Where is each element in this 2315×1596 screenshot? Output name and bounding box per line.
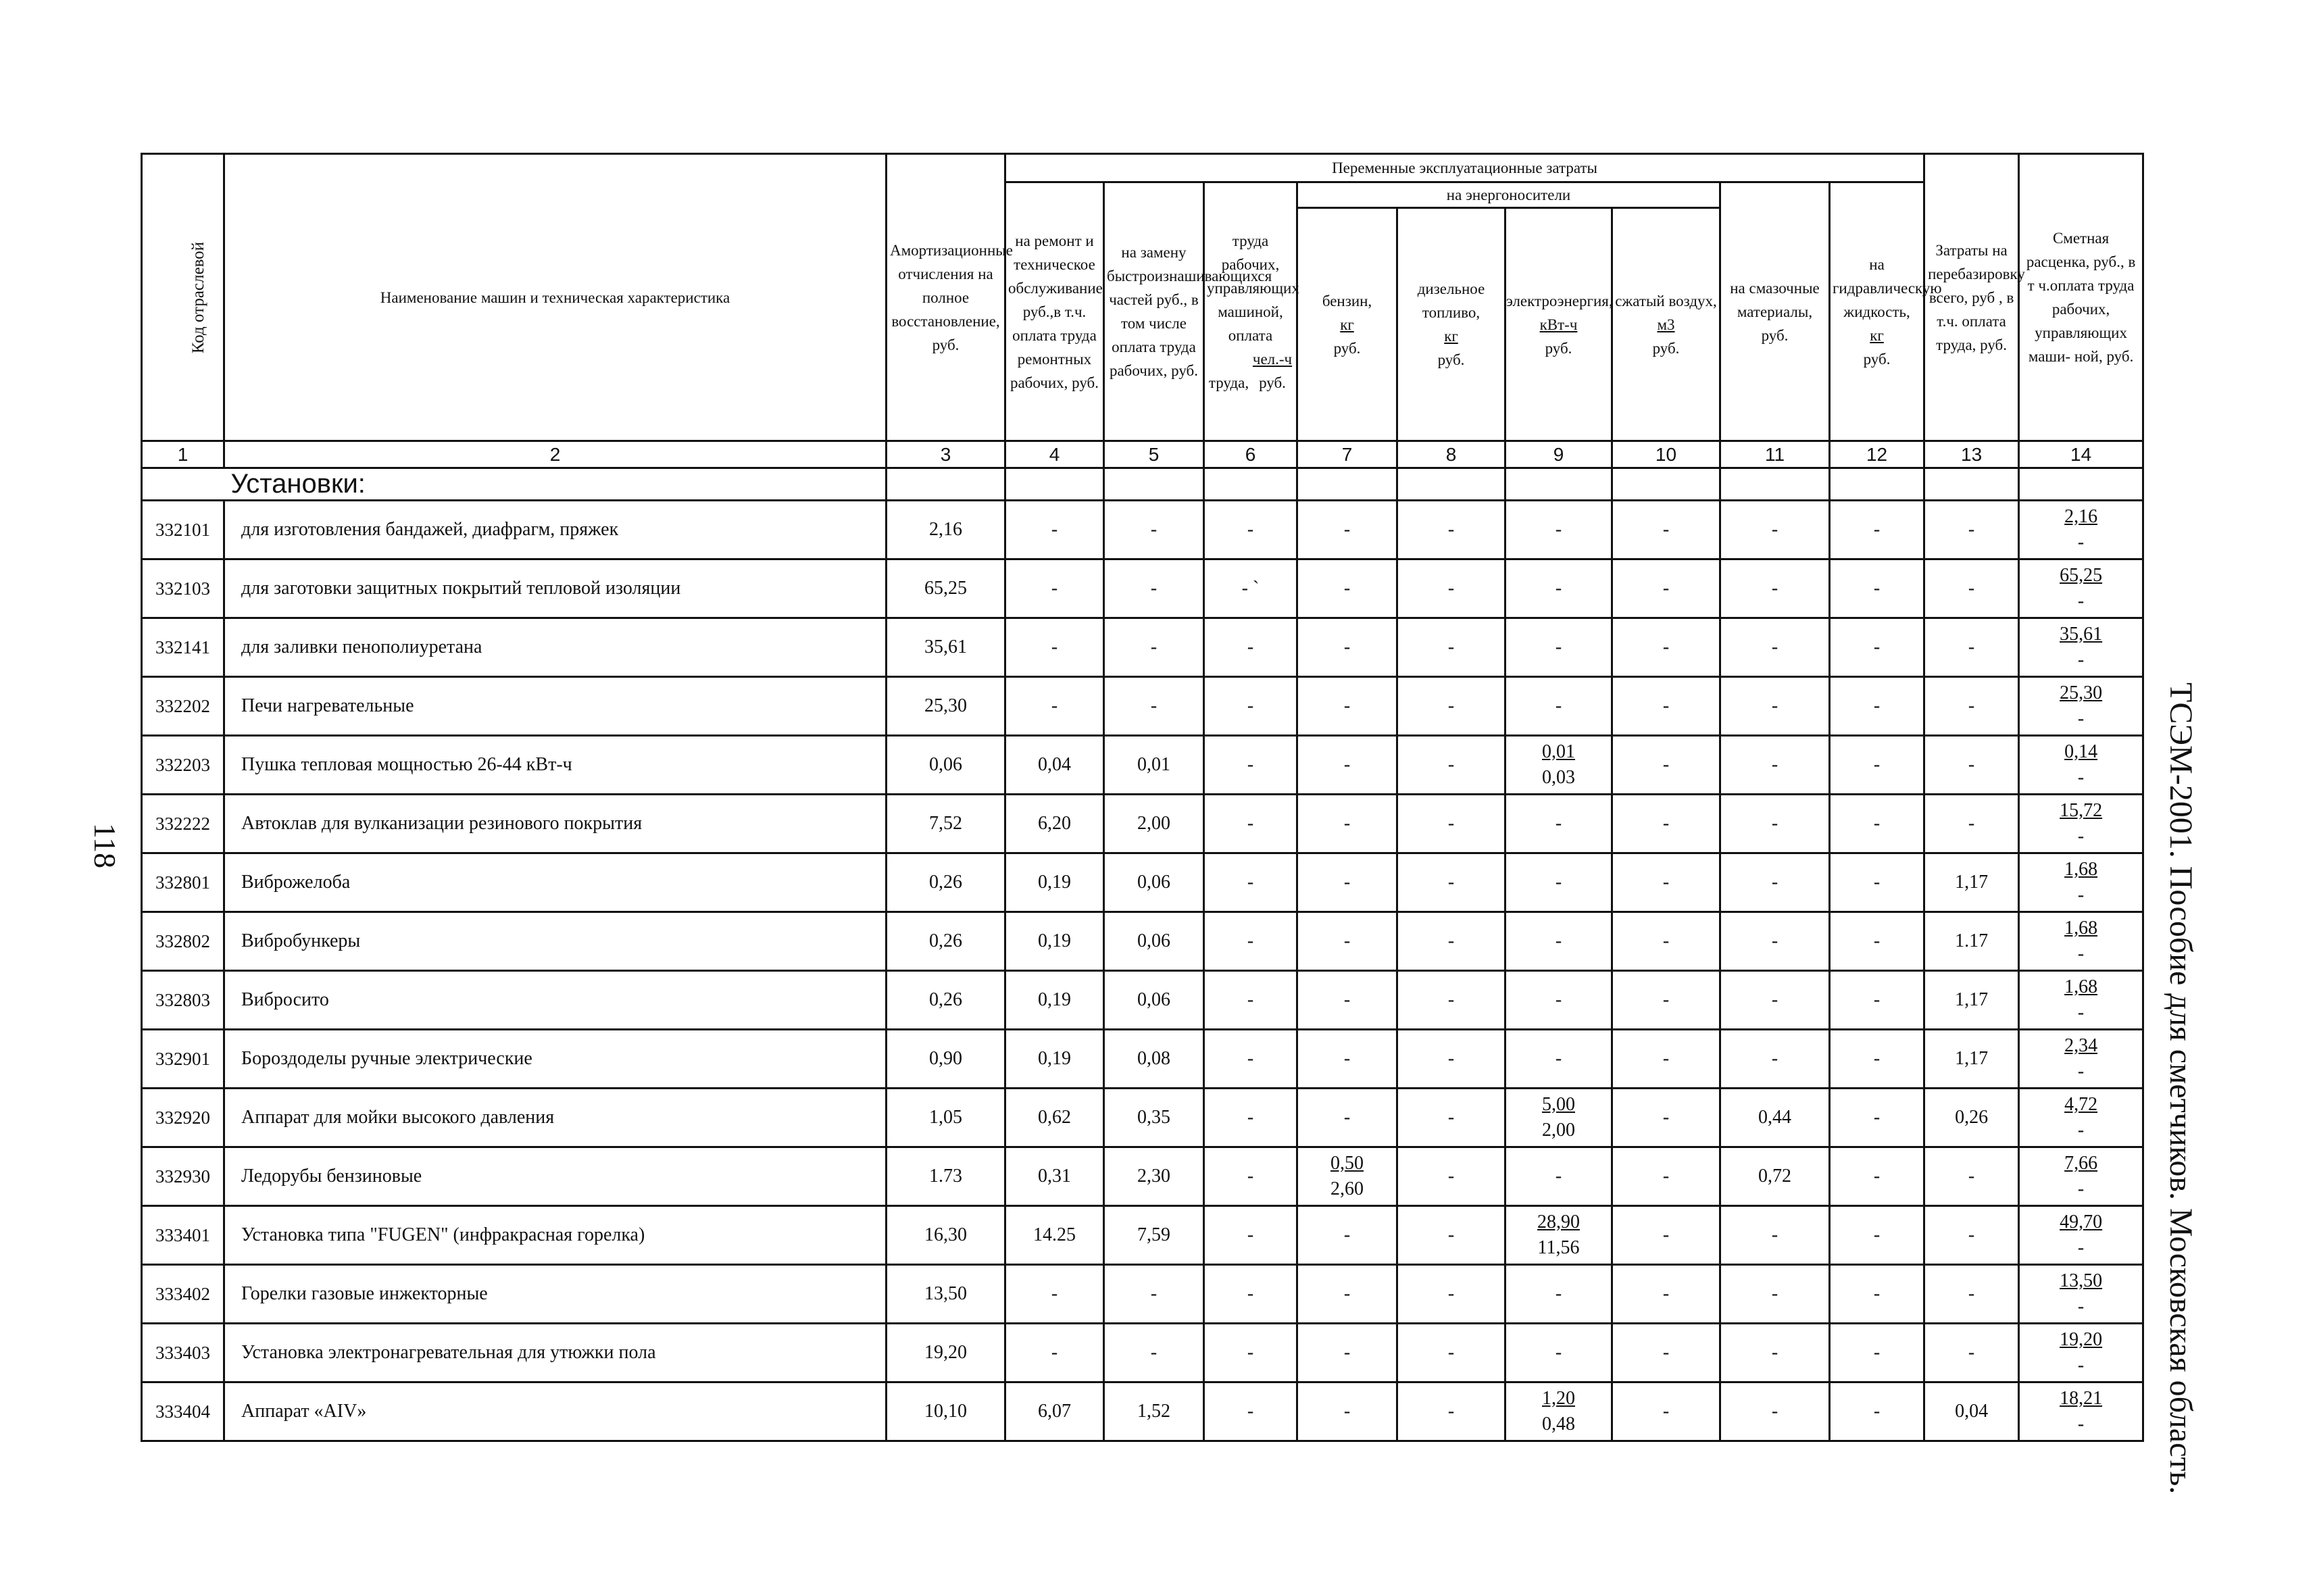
column-number: 10 xyxy=(1612,441,1720,468)
section-cell xyxy=(1297,468,1397,501)
header-compressed-air: сжатый воздух, $\frac{м3}{\text{руб.}}$ xyxy=(1612,208,1720,441)
amortization-value: 35,61 xyxy=(887,618,1005,677)
machine-name: для изготовления бандажей, диафрагм, пряжек xyxy=(224,501,887,559)
table-row xyxy=(142,912,2143,971)
amortization-value: 0,26 xyxy=(887,971,1005,1030)
machine-code: 332222 xyxy=(142,795,224,853)
machine-name: Аппарат для мойки высокого давления xyxy=(224,1089,887,1147)
rate-value: 15,72 - xyxy=(2019,795,2143,853)
amortization-value: 19,20 xyxy=(887,1324,1005,1382)
machine-name: Автоклав для вулканизации резинового покрытия xyxy=(224,795,887,853)
diesel-value: - xyxy=(1397,677,1505,736)
lubricants-value: - xyxy=(1720,1206,1830,1265)
replacement-value: 0,35 xyxy=(1104,1089,1204,1147)
lubricants-value: - xyxy=(1720,1030,1830,1089)
diesel-value: - xyxy=(1397,912,1505,971)
lubricants-value: - xyxy=(1720,559,1830,618)
petrol-value: - xyxy=(1297,736,1397,795)
rate-value: 25,30 - xyxy=(2019,677,2143,736)
machine-code: 333402 xyxy=(142,1265,224,1324)
machine-code: 332930 xyxy=(142,1147,224,1206)
column-number: 9 xyxy=(1505,441,1612,468)
rate-value: 4,72 - xyxy=(2019,1089,2143,1147)
page-number: 118 xyxy=(88,822,123,869)
header-rate: Сметная расценка, руб., в т ч.оплата труда рабочих, управляющих маши- ной, руб. xyxy=(2019,154,2143,441)
relocation-value: - xyxy=(1924,618,2019,677)
machine-code: 332803 xyxy=(142,971,224,1030)
machine-code: 333404 xyxy=(142,1382,224,1441)
header-repair: на ремонт и техническое обслуживание руб.,в т.ч. оплата труда ремонтных рабочих, руб. xyxy=(1005,182,1104,441)
amortization-value: 0,26 xyxy=(887,912,1005,971)
relocation-value: - xyxy=(1924,1265,2019,1324)
hydraulic-value: - xyxy=(1830,1382,1924,1441)
electricity-value: - xyxy=(1505,971,1612,1030)
hydraulic-value: - xyxy=(1830,912,1924,971)
compressed-air-value: - xyxy=(1612,853,1720,912)
table-row xyxy=(142,1265,2143,1324)
diesel-value: - xyxy=(1397,1089,1505,1147)
replacement-value: 0,06 xyxy=(1104,971,1204,1030)
lubricants-value: - xyxy=(1720,1324,1830,1382)
replacement-value: - xyxy=(1104,559,1204,618)
replacement-value: 2,30 xyxy=(1104,1147,1204,1206)
header-relocation: Затраты на перебазировку всего, руб , в т.ч. оплата труда, руб. xyxy=(1924,154,2019,441)
amortization-value: 65,25 xyxy=(887,559,1005,618)
amortization-value: 13,50 xyxy=(887,1265,1005,1324)
lubricants-value: - xyxy=(1720,795,1830,853)
header-amortization: Амортизационные отчисления на полное восстановление, руб. xyxy=(887,154,1005,441)
labor-value: - xyxy=(1204,1382,1297,1441)
column-number: 6 xyxy=(1204,441,1297,468)
rate-value: 1,68 - xyxy=(2019,912,2143,971)
diesel-value: - xyxy=(1397,736,1505,795)
table-row xyxy=(142,559,2143,618)
relocation-value: 0,26 xyxy=(1924,1089,2019,1147)
section-cell xyxy=(1104,468,1204,501)
replacement-value: - xyxy=(1104,1324,1204,1382)
labor-value: - xyxy=(1204,618,1297,677)
machine-code: 332901 xyxy=(142,1030,224,1089)
column-number: 12 xyxy=(1830,441,1924,468)
table-row xyxy=(142,1030,2143,1089)
section-cell xyxy=(1924,468,2019,501)
labor-value: - xyxy=(1204,795,1297,853)
diesel-value: - xyxy=(1397,1324,1505,1382)
labor-value: - xyxy=(1204,971,1297,1030)
section-cell xyxy=(1830,468,1924,501)
lubricants-value: - xyxy=(1720,912,1830,971)
machine-name: Аппарат «AIV» xyxy=(224,1382,887,1441)
diesel-value: - xyxy=(1397,853,1505,912)
relocation-value: - xyxy=(1924,795,2019,853)
electricity-value: - xyxy=(1505,1324,1612,1382)
header-code: Код отраслевой xyxy=(142,154,224,441)
relocation-value: 1,17 xyxy=(1924,1030,2019,1089)
amortization-value: 0,90 xyxy=(887,1030,1005,1089)
compressed-air-value: - xyxy=(1612,1265,1720,1324)
header-electricity: электроэнергия, $\frac{\text{кВт-ч}}{\text{руб.}}$ xyxy=(1505,208,1612,441)
machine-code: 332101 xyxy=(142,501,224,559)
petrol-value: - xyxy=(1297,1089,1397,1147)
column-number: 14 xyxy=(2019,441,2143,468)
machine-code: 332103 xyxy=(142,559,224,618)
machines-cost-table xyxy=(141,153,2144,1442)
electricity-value: - xyxy=(1505,912,1612,971)
diesel-value: - xyxy=(1397,971,1505,1030)
relocation-value: - xyxy=(1924,1324,2019,1382)
hydraulic-value: - xyxy=(1830,853,1924,912)
repair-value: 6,07 xyxy=(1005,1382,1104,1441)
machine-name: Установка типа "FUGEN" (инфракрасная горелка) xyxy=(224,1206,887,1265)
column-number: 13 xyxy=(1924,441,2019,468)
relocation-value: - xyxy=(1924,736,2019,795)
machine-code: 333401 xyxy=(142,1206,224,1265)
lubricants-value: - xyxy=(1720,1382,1830,1441)
replacement-value: - xyxy=(1104,1265,1204,1324)
petrol-value: - xyxy=(1297,559,1397,618)
machine-name: Печи нагревательные xyxy=(224,677,887,736)
machine-name: для заготовки защитных покрытий тепловой изоляции xyxy=(224,559,887,618)
section-cell xyxy=(1204,468,1297,501)
diesel-value: - xyxy=(1397,795,1505,853)
repair-value: 0,19 xyxy=(1005,971,1104,1030)
repair-value: 0,62 xyxy=(1005,1089,1104,1147)
labor-value: - xyxy=(1204,1265,1297,1324)
electricity-value: - xyxy=(1505,1030,1612,1089)
replacement-value: - xyxy=(1104,618,1204,677)
relocation-value: - xyxy=(1924,1147,2019,1206)
repair-value: 0,19 xyxy=(1005,1030,1104,1089)
electricity-value: - xyxy=(1505,501,1612,559)
compressed-air-value: - xyxy=(1612,618,1720,677)
table-header xyxy=(142,154,2143,441)
lubricants-value: 0,72 xyxy=(1720,1147,1830,1206)
replacement-value: - xyxy=(1104,501,1204,559)
rate-value: 1,68 - xyxy=(2019,971,2143,1030)
repair-value: 14.25 xyxy=(1005,1206,1104,1265)
replacement-value: - xyxy=(1104,677,1204,736)
amortization-value: 25,30 xyxy=(887,677,1005,736)
repair-value: - xyxy=(1005,501,1104,559)
repair-value: - xyxy=(1005,618,1104,677)
amortization-value: 10,10 xyxy=(887,1382,1005,1441)
replacement-value: 0,01 xyxy=(1104,736,1204,795)
petrol-value: - xyxy=(1297,1324,1397,1382)
amortization-value: 1,05 xyxy=(887,1089,1005,1147)
diesel-value: - xyxy=(1397,501,1505,559)
amortization-value: 2,16 xyxy=(887,501,1005,559)
column-number: 4 xyxy=(1005,441,1104,468)
repair-value: - xyxy=(1005,559,1104,618)
electricity-value: - xyxy=(1505,1265,1612,1324)
hydraulic-value: - xyxy=(1830,1030,1924,1089)
column-number: 2 xyxy=(224,441,887,468)
machine-name: Вибросито xyxy=(224,971,887,1030)
table-row xyxy=(142,1324,2143,1382)
petrol-value: - xyxy=(1297,1206,1397,1265)
labor-value: - xyxy=(1204,1089,1297,1147)
compressed-air-value: - xyxy=(1612,1324,1720,1382)
table-body xyxy=(142,441,2143,1441)
petrol-value: - xyxy=(1297,795,1397,853)
section-spacer xyxy=(142,468,224,501)
column-number: 8 xyxy=(1397,441,1505,468)
petrol-value: - xyxy=(1297,1265,1397,1324)
relocation-value: 0,04 xyxy=(1924,1382,2019,1441)
amortization-value: 0,26 xyxy=(887,853,1005,912)
lubricants-value: - xyxy=(1720,1265,1830,1324)
hydraulic-value: - xyxy=(1830,1324,1924,1382)
labor-value: - xyxy=(1204,1147,1297,1206)
machine-name: Бороздоделы ручные электрические xyxy=(224,1030,887,1089)
compressed-air-value: - xyxy=(1612,677,1720,736)
diesel-value: - xyxy=(1397,618,1505,677)
compressed-air-value: - xyxy=(1612,1030,1720,1089)
rate-value: 2,16 - xyxy=(2019,501,2143,559)
machine-name: Горелки газовые инжекторные xyxy=(224,1265,887,1324)
table-row xyxy=(142,1089,2143,1147)
machine-name: Вибробункеры xyxy=(224,912,887,971)
compressed-air-value: - xyxy=(1612,1382,1720,1441)
lubricants-value: - xyxy=(1720,853,1830,912)
hydraulic-value: - xyxy=(1830,559,1924,618)
machine-code: 332202 xyxy=(142,677,224,736)
header-name: Наименование машин и техническая характеристика xyxy=(224,154,887,441)
compressed-air-value: - xyxy=(1612,559,1720,618)
compressed-air-value: - xyxy=(1612,971,1720,1030)
repair-value: - xyxy=(1005,677,1104,736)
machine-name: Установка электронагревательная для утюжки пола xyxy=(224,1324,887,1382)
petrol-value: - xyxy=(1297,677,1397,736)
header-hydraulic: на гидравлическую жидкость, $\frac{кг}{\text{руб.}}$ xyxy=(1830,182,1924,441)
header-labor: труда рабочих, управляющих машиной, оплата труда, $\frac{\text{чел.-ч}}{\text{руб.}}$ xyxy=(1204,182,1297,441)
compressed-air-value: - xyxy=(1612,1206,1720,1265)
electricity-value: 5,00 2,00 xyxy=(1505,1089,1612,1147)
machine-name: Пушка тепловая мощностью 26-44 кВт-ч xyxy=(224,736,887,795)
table-row xyxy=(142,677,2143,736)
petrol-value: - xyxy=(1297,971,1397,1030)
relocation-value: - xyxy=(1924,501,2019,559)
hydraulic-value: - xyxy=(1830,1147,1924,1206)
column-number: 7 xyxy=(1297,441,1397,468)
machine-code: 332920 xyxy=(142,1089,224,1147)
electricity-value: - xyxy=(1505,677,1612,736)
section-cell xyxy=(2019,468,2143,501)
labor-value: - xyxy=(1204,1324,1297,1382)
section-cell xyxy=(1612,468,1720,501)
labor-value: - xyxy=(1204,677,1297,736)
table-row xyxy=(142,618,2143,677)
rate-value: 35,61 - xyxy=(2019,618,2143,677)
petrol-value: - xyxy=(1297,1030,1397,1089)
machine-name: Виброжелоба xyxy=(224,853,887,912)
table-row xyxy=(142,1206,2143,1265)
labor-value: - xyxy=(1204,853,1297,912)
compressed-air-value: - xyxy=(1612,912,1720,971)
lubricants-value: - xyxy=(1720,971,1830,1030)
compressed-air-value: - xyxy=(1612,736,1720,795)
petrol-value: - xyxy=(1297,501,1397,559)
hydraulic-value: - xyxy=(1830,1265,1924,1324)
repair-value: - xyxy=(1005,1265,1104,1324)
relocation-value: - xyxy=(1924,1206,2019,1265)
hydraulic-value: - xyxy=(1830,501,1924,559)
section-cell xyxy=(1005,468,1104,501)
rate-value: 1,68 - xyxy=(2019,853,2143,912)
column-numbers-row xyxy=(142,441,2143,468)
column-number: 3 xyxy=(887,441,1005,468)
electricity-value: - xyxy=(1505,559,1612,618)
petrol-value: - xyxy=(1297,853,1397,912)
repair-value: 0,19 xyxy=(1005,912,1104,971)
machine-code: 332203 xyxy=(142,736,224,795)
machine-name: Ледорубы бензиновые xyxy=(224,1147,887,1206)
electricity-value: 0,01 0,03 xyxy=(1505,736,1612,795)
table-row xyxy=(142,1382,2143,1441)
rate-value: 18,21 - xyxy=(2019,1382,2143,1441)
relocation-value: 1,17 xyxy=(1924,853,2019,912)
replacement-value: 0,06 xyxy=(1104,912,1204,971)
electricity-value: 1,20 0,48 xyxy=(1505,1382,1612,1441)
replacement-value: 2,00 xyxy=(1104,795,1204,853)
compressed-air-value: - xyxy=(1612,1147,1720,1206)
petrol-value: - xyxy=(1297,912,1397,971)
column-number: 1 xyxy=(142,441,224,468)
electricity-value: 28,90 11,56 xyxy=(1505,1206,1612,1265)
hydraulic-value: - xyxy=(1830,1206,1924,1265)
hydraulic-value: - xyxy=(1830,736,1924,795)
compressed-air-value: - xyxy=(1612,501,1720,559)
relocation-value: - xyxy=(1924,677,2019,736)
lubricants-value: - xyxy=(1720,618,1830,677)
lubricants-value: - xyxy=(1720,501,1830,559)
amortization-value: 0,06 xyxy=(887,736,1005,795)
machine-code: 332141 xyxy=(142,618,224,677)
rate-value: 2,34 - xyxy=(2019,1030,2143,1089)
section-title: Установки: xyxy=(224,468,887,501)
header-energy: на энергоносители xyxy=(1297,182,1720,208)
diesel-value: - xyxy=(1397,1147,1505,1206)
labor-value: - xyxy=(1204,912,1297,971)
relocation-value: 1,17 xyxy=(1924,971,2019,1030)
table-row xyxy=(142,795,2143,853)
section-cell xyxy=(1720,468,1830,501)
relocation-value: - xyxy=(1924,559,2019,618)
header-lubricants: на смазочные материалы, руб. xyxy=(1720,182,1830,441)
electricity-value: - xyxy=(1505,618,1612,677)
machine-code: 332801 xyxy=(142,853,224,912)
machine-code: 333403 xyxy=(142,1324,224,1382)
table-row xyxy=(142,736,2143,795)
section-cell xyxy=(887,468,1005,501)
hydraulic-value: - xyxy=(1830,677,1924,736)
labor-value: - xyxy=(1204,736,1297,795)
table-row xyxy=(142,853,2143,912)
hydraulic-value: - xyxy=(1830,971,1924,1030)
diesel-value: - xyxy=(1397,559,1505,618)
diesel-value: - xyxy=(1397,1382,1505,1441)
repair-value: 6,20 xyxy=(1005,795,1104,853)
header-diesel: дизельное топливо, $\frac{кг}{\text{руб.}}$ xyxy=(1397,208,1505,441)
lubricants-value: - xyxy=(1720,677,1830,736)
relocation-value: 1.17 xyxy=(1924,912,2019,971)
rate-value: 19,20 - xyxy=(2019,1324,2143,1382)
hydraulic-value: - xyxy=(1830,1089,1924,1147)
repair-value: 0,19 xyxy=(1005,853,1104,912)
replacement-value: 7,59 xyxy=(1104,1206,1204,1265)
labor-value: - xyxy=(1204,1030,1297,1089)
table-row xyxy=(142,1147,2143,1206)
header-petrol: бензин, $\frac{кг}{\text{руб.}}$ xyxy=(1297,208,1397,441)
machine-code: 332802 xyxy=(142,912,224,971)
replacement-value: 1,52 xyxy=(1104,1382,1204,1441)
amortization-value: 7,52 xyxy=(887,795,1005,853)
diesel-value: - xyxy=(1397,1030,1505,1089)
compressed-air-value: - xyxy=(1612,795,1720,853)
diesel-value: - xyxy=(1397,1265,1505,1324)
labor-value: - ` xyxy=(1204,559,1297,618)
lubricants-value: 0,44 xyxy=(1720,1089,1830,1147)
petrol-value: 0,50 2,60 xyxy=(1297,1147,1397,1206)
electricity-value: - xyxy=(1505,1147,1612,1206)
labor-value: - xyxy=(1204,1206,1297,1265)
rate-value: 65,25 - xyxy=(2019,559,2143,618)
repair-value: - xyxy=(1005,1324,1104,1382)
header-variable-costs: Переменные эксплуатационные затраты xyxy=(1005,154,1924,182)
table-row xyxy=(142,501,2143,559)
repair-value: 0,31 xyxy=(1005,1147,1104,1206)
electricity-value: - xyxy=(1505,795,1612,853)
electricity-value: - xyxy=(1505,853,1612,912)
replacement-value: 0,08 xyxy=(1104,1030,1204,1089)
rate-value: 7,66 - xyxy=(2019,1147,2143,1206)
compressed-air-value: - xyxy=(1612,1089,1720,1147)
document-side-title: ТСЭМ-2001. Пособие для сметчиков. Московская область. xyxy=(2163,682,2199,1495)
header-replacement: на замену быстроизнашивающихся частей руб., в том числе оплата труда рабочих, руб. xyxy=(1104,182,1204,441)
rate-value: 0,14 - xyxy=(2019,736,2143,795)
petrol-value: - xyxy=(1297,618,1397,677)
hydraulic-value: - xyxy=(1830,795,1924,853)
section-cell xyxy=(1397,468,1505,501)
hydraulic-value: - xyxy=(1830,618,1924,677)
repair-value: 0,04 xyxy=(1005,736,1104,795)
amortization-value: 1.73 xyxy=(887,1147,1005,1206)
section-row xyxy=(142,468,2143,501)
labor-value: - xyxy=(1204,501,1297,559)
replacement-value: 0,06 xyxy=(1104,853,1204,912)
column-number: 11 xyxy=(1720,441,1830,468)
column-number: 5 xyxy=(1104,441,1204,468)
petrol-value: - xyxy=(1297,1382,1397,1441)
rate-value: 49,70 - xyxy=(2019,1206,2143,1265)
diesel-value: - xyxy=(1397,1206,1505,1265)
lubricants-value: - xyxy=(1720,736,1830,795)
amortization-value: 16,30 xyxy=(887,1206,1005,1265)
table-row xyxy=(142,971,2143,1030)
rate-value: 13,50 - xyxy=(2019,1265,2143,1324)
section-cell xyxy=(1505,468,1612,501)
machine-name: для заливки пенополиуретана xyxy=(224,618,887,677)
